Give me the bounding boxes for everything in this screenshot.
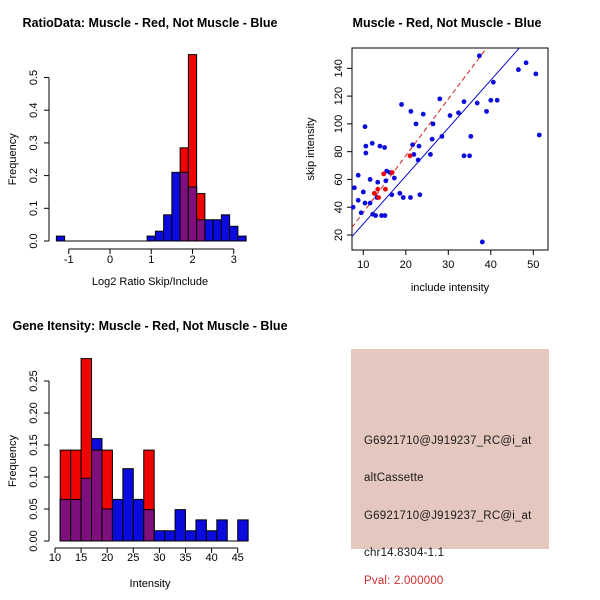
x-tick-label: 30 [442, 259, 455, 271]
blue-bar [213, 220, 221, 241]
muscle-point [376, 195, 381, 200]
y-tick-label: 0.0 [28, 233, 40, 249]
blue-bar [186, 531, 196, 541]
x-tick-label: 50 [527, 259, 540, 271]
not-muscle-point [399, 102, 404, 107]
not-muscle-point [370, 141, 375, 146]
pval-text: Pval: 2.000000 [364, 575, 444, 587]
blue-bar [155, 231, 163, 241]
probe-id-repeat-text: G6921710@J919237_RC@i_at [364, 510, 532, 522]
not-muscle-point [410, 142, 415, 147]
x-tick-label: 10 [357, 259, 370, 271]
not-muscle-point [440, 134, 445, 139]
not-muscle-point [533, 71, 538, 76]
y-tick-label: 80 [333, 145, 345, 158]
probe-id-text: G6921710@J919237_RC@i_at [364, 435, 532, 447]
blue-bar [147, 236, 155, 241]
x-tick-label: 10 [48, 552, 62, 564]
locus-text: chr14.8304-1.1 [364, 547, 445, 559]
x-axis [64, 249, 237, 266]
x-tick-label: 20 [399, 259, 412, 271]
not-muscle-point [516, 67, 521, 72]
x-tick-label: -1 [63, 254, 74, 266]
blue-bar [154, 531, 164, 541]
not-muscle-point [363, 151, 368, 156]
not-muscle-point [495, 98, 500, 103]
not-muscle-point [480, 240, 485, 245]
x-tick-label: 1 [148, 254, 155, 266]
not-muscle-point [484, 109, 489, 114]
not-muscle-point [409, 109, 414, 114]
blue-bar [164, 215, 172, 241]
blue-bar [123, 469, 133, 541]
intensity-scatter-panel [300, 0, 600, 300]
y-axis [28, 70, 49, 249]
not-muscle-point [352, 185, 357, 190]
y-tick-label: 120 [333, 86, 345, 106]
overlap-bar [102, 509, 112, 541]
not-muscle-point [462, 99, 467, 104]
not-muscle-point [382, 145, 387, 150]
annotation-info-panel [300, 300, 600, 600]
not-muscle-point [392, 176, 397, 181]
blue-bar [196, 520, 206, 541]
overlap-bar [188, 187, 196, 241]
y-tick-label: 40 [333, 201, 345, 214]
x-tick-label: 20 [101, 552, 114, 564]
gene-intensity-histogram-panel [0, 300, 300, 600]
y-tick-label: 0.20 [28, 402, 40, 424]
not-muscle-point [351, 205, 356, 210]
blue-bar [230, 226, 238, 241]
muscle-point [381, 171, 386, 176]
not-muscle-point [417, 192, 422, 197]
muscle-point [375, 187, 380, 192]
not-muscle-point [456, 110, 461, 115]
x-tick-label: 2 [189, 254, 196, 266]
y-tick-label: 20 [333, 228, 345, 242]
histogram-bars [56, 55, 246, 241]
not-muscle-point [389, 192, 394, 197]
not-muscle-point [408, 195, 413, 200]
x-tick-label: 40 [205, 552, 218, 564]
muscle-regression-line [352, 48, 487, 228]
y-tick-label: 0.25 [28, 370, 40, 392]
x-tick-label: 40 [484, 259, 497, 271]
y-tick-label: 0.1 [28, 200, 40, 216]
x-tick-label: 25 [127, 552, 140, 564]
not-muscle-point [467, 153, 472, 158]
overlap-bar [197, 220, 205, 241]
x-axis [49, 548, 244, 564]
blue-bar [175, 510, 185, 541]
not-muscle-point [397, 191, 402, 196]
x-axis-title: Intensity [129, 578, 171, 590]
not-muscle-point [431, 121, 436, 126]
x-tick-label: 35 [179, 552, 192, 564]
y-tick-label: 100 [333, 114, 345, 134]
not-muscle-point [375, 180, 380, 185]
overlap-bar [92, 450, 102, 541]
x-tick-label: 15 [74, 552, 88, 564]
plot-box [352, 48, 548, 250]
x-axis [357, 250, 539, 271]
not-muscle-point [361, 190, 366, 195]
not-muscle-point [477, 53, 482, 58]
overlap-bar [71, 499, 81, 541]
not-muscle-point [430, 137, 435, 142]
not-muscle-point [414, 121, 419, 126]
muscle-point [408, 153, 413, 158]
chart-title: Muscle - Red, Not Muscle - Blue [352, 16, 542, 30]
not-muscle-point [468, 134, 473, 139]
y-tick-label: 0.15 [28, 434, 40, 456]
blue-bar [217, 520, 227, 541]
y-tick-label: 0.00 [28, 530, 40, 552]
x-axis-title: include intensity [410, 282, 490, 294]
not-muscle-point [524, 60, 529, 65]
not-muscle-point [475, 101, 480, 106]
not-muscle-regression-line [352, 48, 519, 237]
x-tick-label: 0 [106, 254, 114, 266]
y-axis [333, 59, 352, 241]
histogram-bars [60, 359, 248, 541]
not-muscle-point [383, 213, 388, 218]
y-tick-label: 140 [333, 59, 345, 78]
blue-bar [112, 499, 122, 541]
not-muscle-point [363, 124, 368, 129]
y-tick-label: 0.10 [28, 466, 40, 488]
overlap-bar [144, 510, 154, 541]
not-muscle-point [373, 213, 378, 218]
not-muscle-point [416, 158, 421, 163]
not-muscle-point [448, 113, 453, 118]
overlap-bar [180, 172, 188, 241]
not-muscle-point [363, 144, 368, 149]
y-tick-label: 0.3 [28, 135, 40, 151]
blue-bar [205, 220, 213, 241]
not-muscle-point [363, 201, 368, 206]
not-muscle-point [462, 153, 467, 158]
blue-bar [238, 520, 248, 541]
not-muscle-point [421, 112, 426, 117]
not-muscle-point [488, 98, 493, 103]
y-tick-label: 0.05 [28, 498, 40, 520]
not-muscle-point [383, 178, 388, 183]
not-muscle-point [437, 96, 442, 101]
data-points [351, 53, 542, 244]
not-muscle-point [417, 144, 422, 149]
x-tick-label: 3 [230, 254, 237, 266]
blue-bar [238, 236, 246, 241]
blue-bar [165, 531, 175, 541]
y-tick-label: 0.5 [28, 69, 40, 86]
y-tick-label: 60 [333, 173, 345, 186]
not-muscle-point [401, 195, 406, 200]
y-tick-label: 0.2 [28, 167, 40, 184]
blue-bar [221, 215, 229, 241]
blue-bar [56, 236, 64, 241]
ratio-histogram-panel [0, 0, 300, 300]
muscle-point [372, 191, 377, 196]
info-box [351, 349, 549, 587]
chart-title: RatioData: Muscle - Red, Not Muscle - Blue [22, 16, 278, 30]
splice-type-text: altCassette [364, 472, 424, 484]
not-muscle-point [537, 133, 542, 138]
muscle-point [383, 187, 388, 192]
x-tick-label: 30 [153, 552, 166, 564]
y-axis-title: Frequency [7, 133, 19, 186]
not-muscle-point [368, 177, 373, 182]
not-muscle-point [428, 152, 433, 157]
y-tick-label: 0.4 [28, 102, 40, 118]
x-tick-label: 45 [231, 552, 244, 564]
chart-title: Gene Itensity: Muscle - Red, Not Muscle - Blue [12, 319, 288, 333]
muscle-point [390, 170, 395, 175]
not-muscle-point [356, 173, 361, 178]
blue-bar [172, 172, 180, 241]
not-muscle-point [359, 210, 364, 215]
blue-bar [133, 499, 143, 541]
y-axis [28, 370, 49, 551]
y-axis-title: skip intensity [305, 117, 317, 181]
blue-bar [206, 531, 216, 541]
x-axis-title: Log2 Ratio Skip/Include [91, 276, 209, 288]
not-muscle-point [356, 198, 361, 203]
overlap-bar [60, 499, 70, 541]
not-muscle-point [377, 144, 382, 149]
y-axis-title: Frequency [7, 435, 19, 487]
not-muscle-point [491, 80, 496, 85]
overlap-bar [81, 478, 91, 541]
not-muscle-point [368, 201, 373, 206]
